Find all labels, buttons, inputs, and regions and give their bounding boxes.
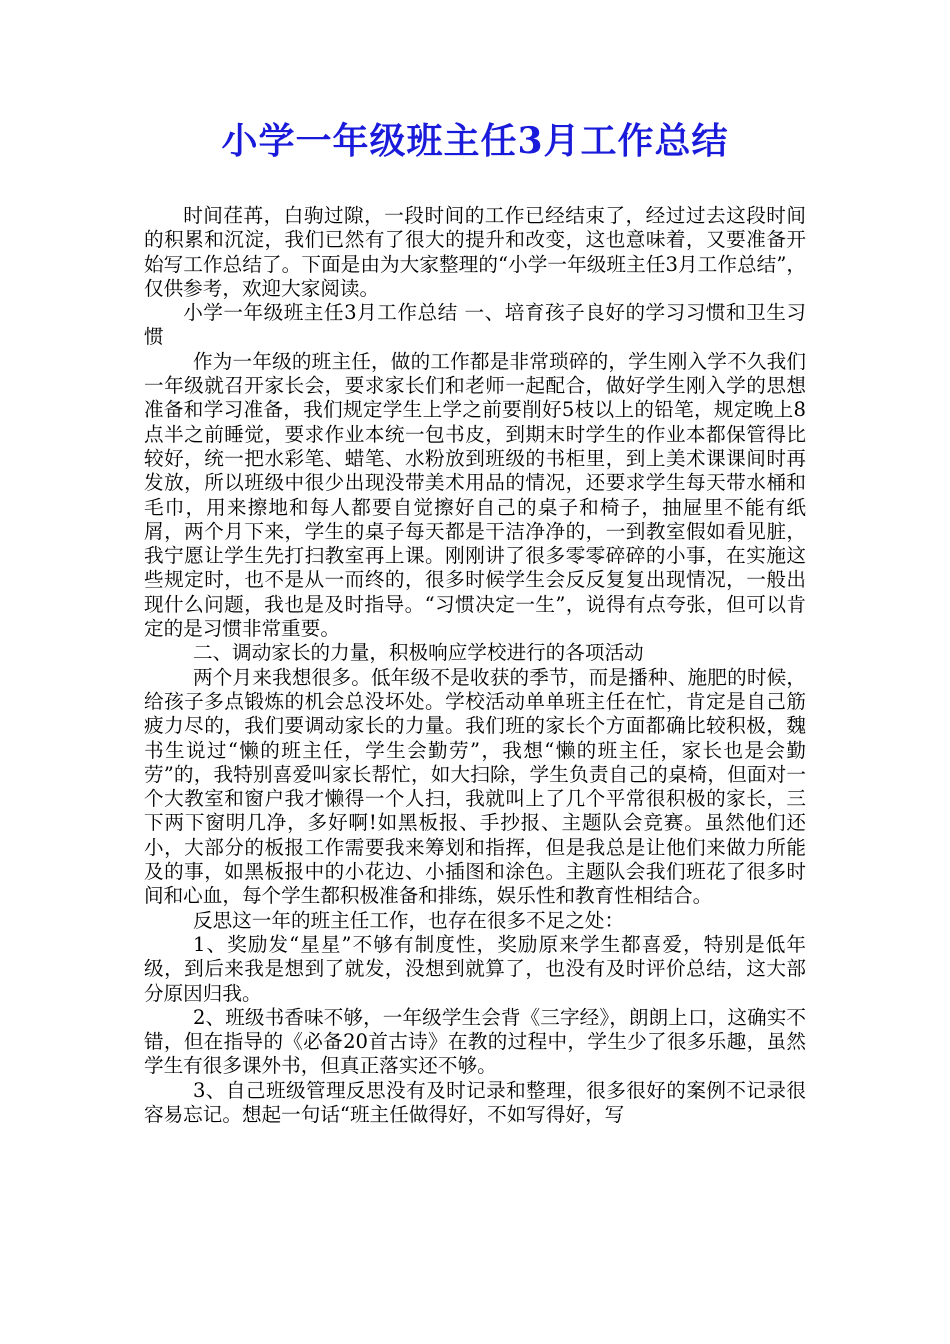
intro-paragraph: 时间荏苒，白驹过隙，一段时间的工作已经结束了，经过过去这段时间的积累和沉淀，我们已然有了很大的提升和改变，这也意味着，又要准备开始写工作总结了。下面是由为大家整理的“小学一年级班主任3月工作总结”，仅供参考，欢迎大家阅读。: [144, 204, 806, 300]
reflection-intro: 反思这一年的班主任工作，也存在很多不足之处：: [193, 908, 625, 932]
reflection-item-3: 3、自己班级管理反思没有及时记录和整理，很多很好的案例不记录很容易忘记。想起一句话“班主任做得好，不如写得好，写: [144, 1078, 806, 1126]
section-2-paragraph: 两个月来我想很多。低年级不是收获的季节，而是播种、施肥的时候，给孩子多点锻炼的机会总没坏处。学校活动单单班主任在忙，肯定是自己筋疲力尽的，我们要调动家长的力量。我们班的家长个方面都确比较积极，魏书生说过“懒的班主任，学生会勤劳”，我想“懒的班主任，家长也是会勤劳”的，我特别喜爱叫家长帮忙，如大扫除，学生负责自己的桌椅，但面对一个大教室和窗户我才懒得一个人扫，我就叫上了几个平常很积极的家长，三下两下窗明几净，多好啊!如黑板报、手抄报、主题队会竞赛。虽然他们还小，大部分的板报工作需要我来筹划和指挥，但是我总是让他们来做力所能及的事，如黑板报中的小花边、小插图和涂色。主题队会我们班花了很多时间和心血，每个学生都积极准备和排练，娱乐性和教育性相结合。: [144, 665, 806, 908]
section-heading-1: 小学一年级班主任3月工作总结 一、培育孩子良好的学习习惯和卫生习惯: [144, 301, 806, 349]
section-1-paragraph: 作为一年级的班主任，做的工作都是非常琐碎的，学生刚入学不久我们一年级就召开家长会，要求家长们和老师一起配合，做好学生刚入学的思想准备和学习准备，我们规定学生上学之前要削好5枝以上的铅笔，规定晚上8点半之前睡觉，要求作业本统一包书皮，到期末时学生的作业本都保管得比较好，统一把水彩笔、蜡笔、水粉放到班级的书柜里，到上美术课课间时再发放，所以班级中很少出现没带美术用品的情况，还要求学生每天带水桶和毛巾，用来擦地和每人都要自觉擦好自己的桌子和椅子，抽屉里不能有纸屑，两个月下来，学生的桌子每天都是干洁净净的，一到教室假如看见脏，我宁愿让学生先打扫教室再上课。刚刚讲了很多零零碎碎的小事，在实施这些规定时，也不是从一而终的，很多时候学生会反反复复出现情况，一般出现什么问题，我也是及时指导。“习惯决定一生”，说得有点夸张，但可以肯定的是习惯非常重要。: [144, 349, 806, 641]
document-body: [144, 204, 806, 1127]
reflection-item-1: 1、奖励发“星星”不够有制度性，奖励原来学生都喜爱，特别是低年级，到后来我是想到了就发，没想到就算了，也没有及时评价总结，这大部分原因归我。: [144, 932, 806, 1005]
reflection-item-2: 2、班级书香味不够，一年级学生会背《三字经》，朗朗上口，这确实不错，但在指导的《必备20首古诗》在教的过程中，学生少了很多乐趣，虽然学生有很多课外书，但真正落实还不够。: [144, 1005, 806, 1078]
section-heading-2: 二、调动家长的力量，积极响应学校进行的各项活动: [193, 641, 644, 665]
document-title: 小学一年级班主任3月工作总结: [221, 120, 729, 162]
